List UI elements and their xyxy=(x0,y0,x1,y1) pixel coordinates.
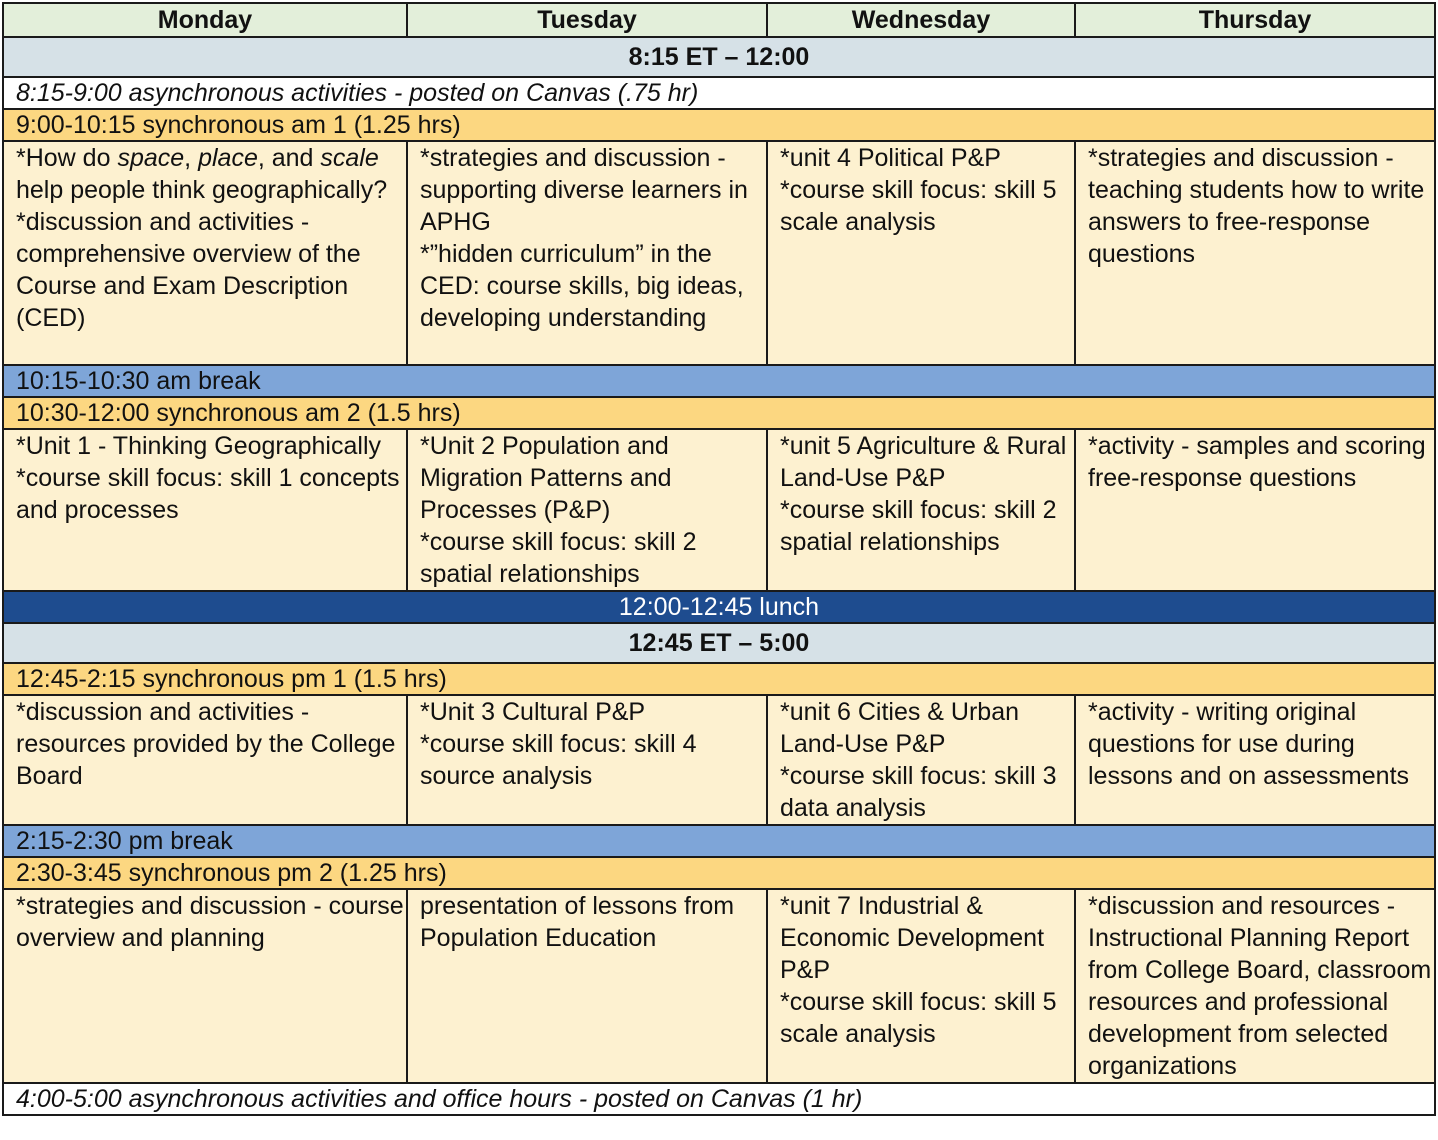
break-am-label: 10:15-10:30 am break xyxy=(3,365,1435,397)
italic-term-place: place xyxy=(198,144,258,172)
pm1-monday-item: *discussion and activities - resources provided by the College Board xyxy=(16,698,396,790)
pm2-wednesday-cell xyxy=(767,889,1075,1083)
header-thursday: Thursday xyxy=(1075,3,1435,37)
am1-thursday-item: *strategies and discussion - teaching students how to write answers to free-response questions xyxy=(1088,144,1425,268)
text-fragment: , and xyxy=(257,144,321,172)
pm2-thursday-cell xyxy=(1075,889,1435,1083)
am1-wednesday-item: *course skill focus: skill 5 scale analysis xyxy=(780,176,1057,236)
slot-row-am2 xyxy=(3,397,1435,429)
am2-monday-item: *course skill focus: skill 1 concepts and processes xyxy=(16,464,400,524)
am2-monday-cell xyxy=(3,429,407,591)
am1-wednesday-item: *unit 4 Political P&P xyxy=(780,144,1001,172)
async-row-am xyxy=(3,77,1435,109)
slot-am2-label: 10:30-12:00 synchronous am 2 (1.5 hrs) xyxy=(3,397,1435,429)
pm2-tuesday-item: presentation of lessons from Population Education xyxy=(420,892,735,952)
text-fragment: , xyxy=(184,144,199,172)
am2-tuesday-item: *course skill focus: skill 2 spatial relationships xyxy=(420,528,697,588)
header-wednesday: Wednesday xyxy=(767,3,1075,37)
am1-tuesday-item: *”hidden curriculum” in the CED: course skills, big ideas, developing understanding xyxy=(420,240,744,332)
slot-row-am1 xyxy=(3,109,1435,141)
slot-pm1-label: 12:45-2:15 synchronous pm 1 (1.5 hrs) xyxy=(3,663,1435,695)
pm1-wednesday-item: *unit 6 Cities & Urban Land-Use P&P xyxy=(780,698,1020,758)
pm1-wednesday-item: *course skill focus: skill 3 data analysis xyxy=(780,762,1057,822)
break-row-am xyxy=(3,365,1435,397)
am1-monday-item: *discussion and activities - comprehensive overview of the Course and Exam Description (CED) xyxy=(16,208,361,332)
pm2-monday-cell xyxy=(3,889,407,1083)
session-pm-label: 12:45 ET – 5:00 xyxy=(3,623,1435,663)
am2-wednesday-item: *unit 5 Agriculture & Rural Land-Use P&P xyxy=(780,432,1067,492)
lunch-row xyxy=(3,591,1435,623)
am1-monday-cell xyxy=(3,141,407,365)
slot-am1-label: 9:00-10:15 synchronous am 1 (1.25 hrs) xyxy=(3,109,1435,141)
slot-row-pm1 xyxy=(3,663,1435,695)
async-row-pm xyxy=(3,1083,1435,1115)
pm2-wednesday-item: *course skill focus: skill 5 scale analysis xyxy=(780,988,1057,1048)
lunch-label: 12:00-12:45 lunch xyxy=(3,591,1435,623)
day-header-row xyxy=(3,3,1435,37)
pm2-wednesday-item: *unit 7 Industrial & Economic Development P&P xyxy=(780,892,1045,984)
content-row-pm2 xyxy=(3,889,1435,1083)
am2-thursday-cell xyxy=(1075,429,1435,591)
pm1-monday-cell xyxy=(3,695,407,825)
header-monday: Monday xyxy=(3,3,407,37)
am1-monday-question xyxy=(16,142,406,206)
pm1-thursday-cell xyxy=(1075,695,1435,825)
text-fragment: *How do xyxy=(16,144,118,172)
async-pm-label: 4:00-5:00 asynchronous activities and office hours - posted on Canvas (1 hr) xyxy=(3,1083,1435,1115)
content-row-am2 xyxy=(3,429,1435,591)
content-row-pm1 xyxy=(3,695,1435,825)
break-pm-label: 2:15-2:30 pm break xyxy=(3,825,1435,857)
async-am-label: 8:15-9:00 asynchronous activities - posted on Canvas (.75 hr) xyxy=(3,77,1435,109)
am1-thursday-cell xyxy=(1075,141,1435,365)
am2-tuesday-cell xyxy=(407,429,767,591)
content-row-am1 xyxy=(3,141,1435,365)
session-am-label: 8:15 ET – 12:00 xyxy=(3,37,1435,77)
am2-tuesday-item: *Unit 2 Population and Migration Patterns and Processes (P&P) xyxy=(420,432,672,524)
pm2-tuesday-cell xyxy=(407,889,767,1083)
header-tuesday: Tuesday xyxy=(407,3,767,37)
pm1-thursday-item: *activity - writing original questions for use during lessons and on assessments xyxy=(1088,698,1410,790)
pm1-tuesday-item: *Unit 3 Cultural P&P xyxy=(420,698,646,726)
session-row-pm xyxy=(3,623,1435,663)
am1-wednesday-cell xyxy=(767,141,1075,365)
am1-tuesday-item: *strategies and discussion - supporting diverse learners in APHG xyxy=(420,144,748,236)
slot-pm2-label: 2:30-3:45 synchronous pm 2 (1.25 hrs) xyxy=(3,857,1435,889)
break-row-pm xyxy=(3,825,1435,857)
am2-wednesday-item: *course skill focus: skill 2 spatial relationships xyxy=(780,496,1057,556)
schedule-table xyxy=(2,2,1436,1116)
slot-row-pm2 xyxy=(3,857,1435,889)
am2-monday-item: *Unit 1 - Thinking Geographically xyxy=(16,432,382,460)
italic-term-space: space xyxy=(117,144,185,172)
pm1-tuesday-item: *course skill focus: skill 4 source analysis xyxy=(420,730,697,790)
italic-term-scale: scale xyxy=(320,144,379,172)
pm2-monday-item: *strategies and discussion - course overview and planning xyxy=(16,892,404,952)
text-fragment: help people think geographically? xyxy=(16,176,388,204)
am1-tuesday-cell xyxy=(407,141,767,365)
pm1-tuesday-cell xyxy=(407,695,767,825)
am2-wednesday-cell xyxy=(767,429,1075,591)
pm2-thursday-item: *discussion and resources - Instructional Planning Report from College Board, classroom resources and professional development from selected organizations xyxy=(1088,892,1432,1080)
pm1-wednesday-cell xyxy=(767,695,1075,825)
session-row-am xyxy=(3,37,1435,77)
am2-thursday-item: *activity - samples and scoring free-response questions xyxy=(1088,432,1426,492)
